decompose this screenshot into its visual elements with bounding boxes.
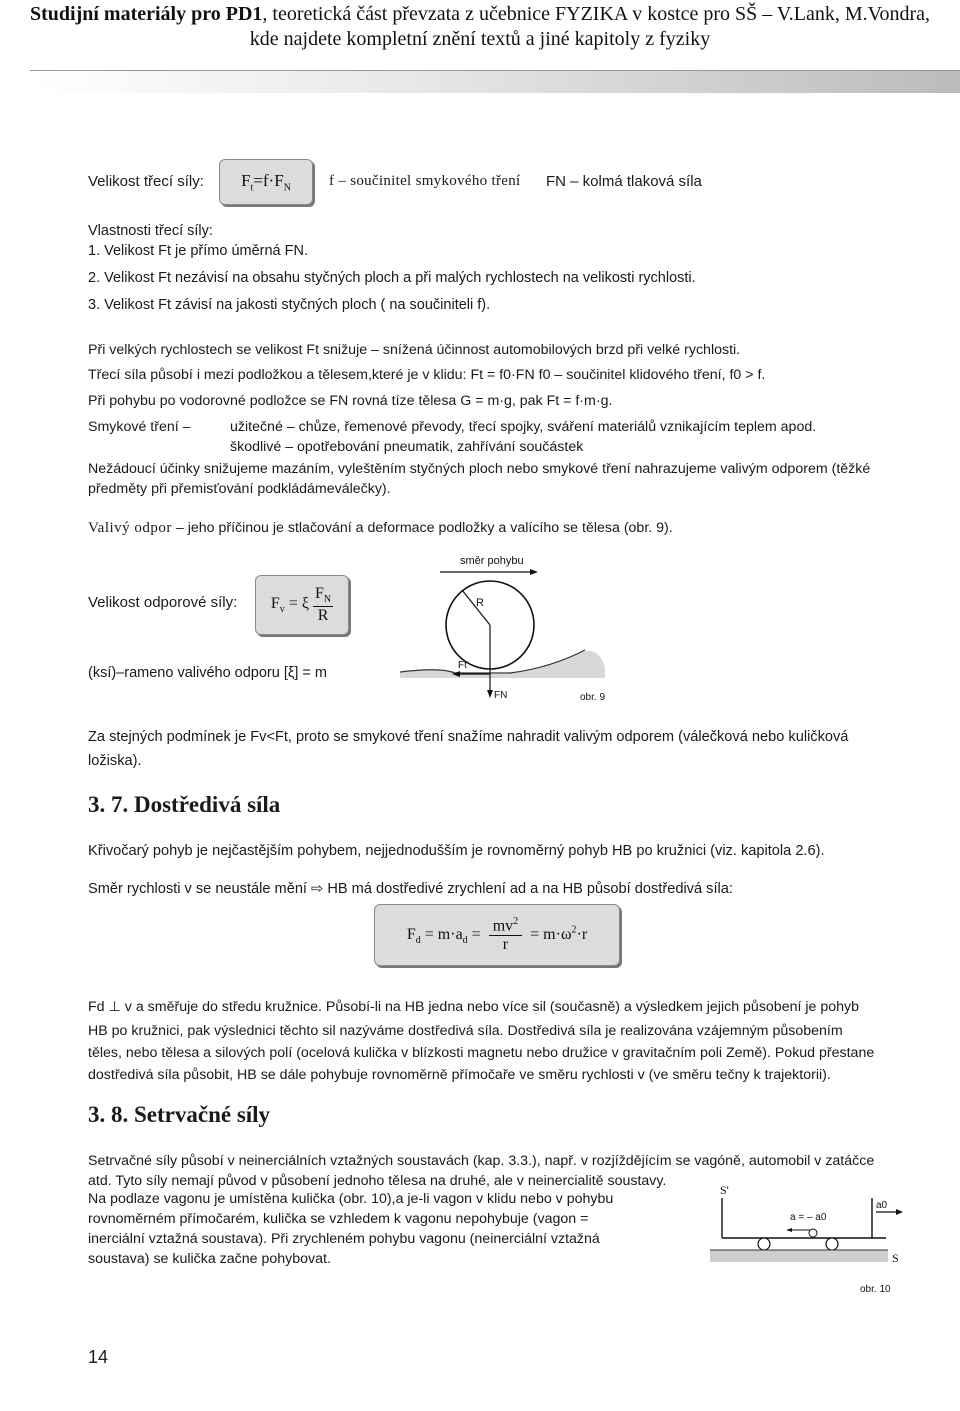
fig9-direction-arrow-head [530, 569, 538, 575]
figure-9-rolling-wheel [400, 550, 650, 710]
document-header-line1 [0, 2, 960, 26]
fig9-caption: obr. 9 [580, 692, 606, 703]
rolling-bearing-line2: ložiska). [88, 753, 142, 769]
scan-edge-decoration [30, 70, 960, 93]
rolling-formula-box [255, 575, 349, 635]
rolling-formula-numerator: $F_N$ [314, 585, 332, 606]
inertial-paragraph-line6: soustava) se kulička začne pohybovat. [88, 1251, 331, 1267]
section-heading-centripetal: 3. 7. Dostředivá síla [88, 792, 281, 817]
fig9-normal-force-arrowhead [487, 690, 493, 698]
friction-unwanted-line2: předměty při přemisťování podkládámeválečky). [88, 481, 391, 497]
centripetal-paragraph-3-line1: Fd ⊥ v a směřuje do středu kružnice. Působí-li na HB jedna nebo více sil (současně) a výsledkem jejich působení je pohyb [88, 999, 859, 1015]
document-header-line2: kde najdete kompletní znění textů a jiné kapitoly z fyziky [249, 28, 711, 50]
section-heading-inertial: 3. 8. Setrvačné síly [88, 1102, 271, 1127]
friction-horizontal-note: Při pohybu po vodorovné podložce se FN rovná tíze tělesa G = m·g, pak Ft = f·m·g. [88, 393, 613, 409]
fig9-direction-label: směr pohybu [460, 555, 524, 567]
friction-types-label: Smykové tření – [88, 419, 191, 435]
rolling-formula-denominator: R [317, 606, 329, 624]
friction-property-2: 2. Velikost Ft nezávisí na obsahu styčných ploch a při malých rychlostech na velikosti rychlosti. [88, 270, 696, 286]
inertial-paragraph-line3: Na podlaze vagonu je umístěna kulička (obr. 10),a je-li vagon v klidu nebo v pohybu [88, 1191, 614, 1207]
fig10-track [710, 1250, 888, 1262]
centripetal-formula-box [374, 904, 620, 966]
centripetal-formula: $F_d = m\cdot a_d$ = $\frac{mv^2}{r}$ = $m\cdot\omega^2\cdot r$ [406, 915, 588, 954]
rolling-bearing-line1: Za stejných podmínek je Fv<Ft, proto se smykové tření snažíme nahradit valivým odporem (válečková nebo kuličková [88, 729, 849, 745]
inertial-paragraph-line1: Setrvačné síly působí v neinerciálních vztažných soustavách (kap. 3.3.), např. v rozjíždějícím se vagóně, automobil v zatáčce [88, 1153, 875, 1169]
friction-label: Velikost třecí síly: [88, 173, 204, 190]
header-rest: , teoretická část převzata z učebnice FYZIKA v kostce pro SŠ – V.Lank, M.Vondra, [262, 3, 931, 25]
friction-useful: užitečné – chůze, řemenové převody, třecí spojky, sváření materiálů vznikajícím teplem apod. [230, 419, 817, 435]
friction-high-speed-note: Při velkých rychlostech se velikost Ft snižuje – snížená účinnost automobilových brzd při velké rychlosti. [88, 342, 741, 358]
fig10-wheel-left [758, 1238, 770, 1250]
figure-10-wagon [700, 1180, 920, 1300]
rolling-ksi-note: (ksí)–rameno valivého odporu [ξ] = m [88, 665, 328, 681]
centripetal-paragraph-3-line2: HB po kružnici, pak výslednici těchto sil nazýváme dostředivá síla. Dostředivá síla je realizována vzájemným působením [88, 1023, 843, 1039]
fig10-a-label: a = – a0 [790, 1212, 827, 1223]
centripetal-paragraph-3-line3: těles, nebo tělesa a silových polí (ocelová kulička v blízkosti magnetu nebo družice v gravitačním poli Země). Pokud přestane [88, 1045, 875, 1061]
fig9-radius-label: R [476, 597, 484, 609]
fig9-fn-label: FN [494, 690, 508, 701]
friction-unwanted-line1: Nežádoucí účinky snižujeme mazáním, vyleštěním styčných ploch nebo smykové tření nahrazujeme valivým odporem (těžké [88, 461, 871, 477]
rolling-formula-lhs: $F_v = \xi$ [270, 594, 309, 616]
fig10-caption: obr. 10 [860, 1284, 891, 1295]
fig10-wheel-right [826, 1238, 838, 1250]
rolling-term: Valivý odpor [88, 520, 172, 536]
page-number: 14 [88, 1347, 109, 1367]
fig10-a0-label: a0 [876, 1200, 888, 1211]
centripetal-paragraph-2: Směr rychlosti v se neustále mění ⇨ HB má dostředivé zrychlení ad a na HB působí dostředivá síla: [88, 881, 733, 897]
header-bold-title: Studijní materiály pro PD1 [29, 3, 263, 25]
rolling-intro [88, 519, 673, 538]
inertial-paragraph-line4: rovnoměrném přímočarém, kulička se vzhledem k vagonu nepohybuje (vagon = [88, 1211, 589, 1227]
fig10-a-arrow-head [786, 1228, 792, 1232]
friction-harmful: škodlivé – opotřebování pneumatik, zahřívání součástek [230, 439, 584, 455]
friction-formula: $F_t=f\cdot F_N$ [241, 170, 291, 194]
rolling-label: Velikost odporové síly: [88, 594, 238, 611]
inertial-paragraph-line5: inerciální vztažná soustava). Při zrychleném pohybu vagonu (neinerciální vztažná [88, 1231, 600, 1247]
fig10-s-label: S [892, 1251, 899, 1265]
friction-property-3: 3. Velikost Ft závisí na jakosti styčných ploch ( na součiniteli f). [88, 297, 491, 313]
friction-property-1: 1. Velikost Ft je přímo úměrná FN. [88, 243, 308, 259]
fig10-a0-arrow-head [896, 1209, 903, 1215]
friction-properties-title: Vlastnosti třecí síly: [88, 223, 213, 239]
friction-f-description: f – součinitel smykového tření [329, 173, 521, 189]
fig10-ball [809, 1229, 817, 1237]
rolling-formula-fraction [313, 585, 333, 624]
friction-static-note: Třecí síla působí i mezi podložkou a tělesem,které je v klidu: Ft = f0·FN f0 – součinitel klidového tření, f0 > f. [88, 367, 766, 383]
inertial-paragraph-line2: atd. Tyto síly nemají původ v působení jednoho tělesa na druhé, ale v neinercialitě soustavy. [88, 1173, 667, 1189]
rolling-intro-rest: – jeho příčinou je stlačování a deformace podložky a valícího se tělesa (obr. 9). [171, 520, 673, 536]
fig9-ft-label: Ft [458, 660, 467, 671]
friction-formula-box [219, 159, 313, 205]
fig10-s-prime-label: S' [720, 1183, 729, 1197]
centripetal-paragraph-1: Křivočarý pohyb je nejčastějším pohybem, nejjednodušším je rovnoměrný pohyb HB po kružnici (viz. kapitola 2.6). [88, 843, 825, 859]
centripetal-paragraph-3-line4: dostředivá síla působit, HB se dále pohybuje rovnoměrně přímočaře ve směru rychlosti v (ve směru tečny k trajektorii). [88, 1067, 831, 1083]
friction-fn-description: FN – kolmá tlaková síla [546, 173, 702, 190]
